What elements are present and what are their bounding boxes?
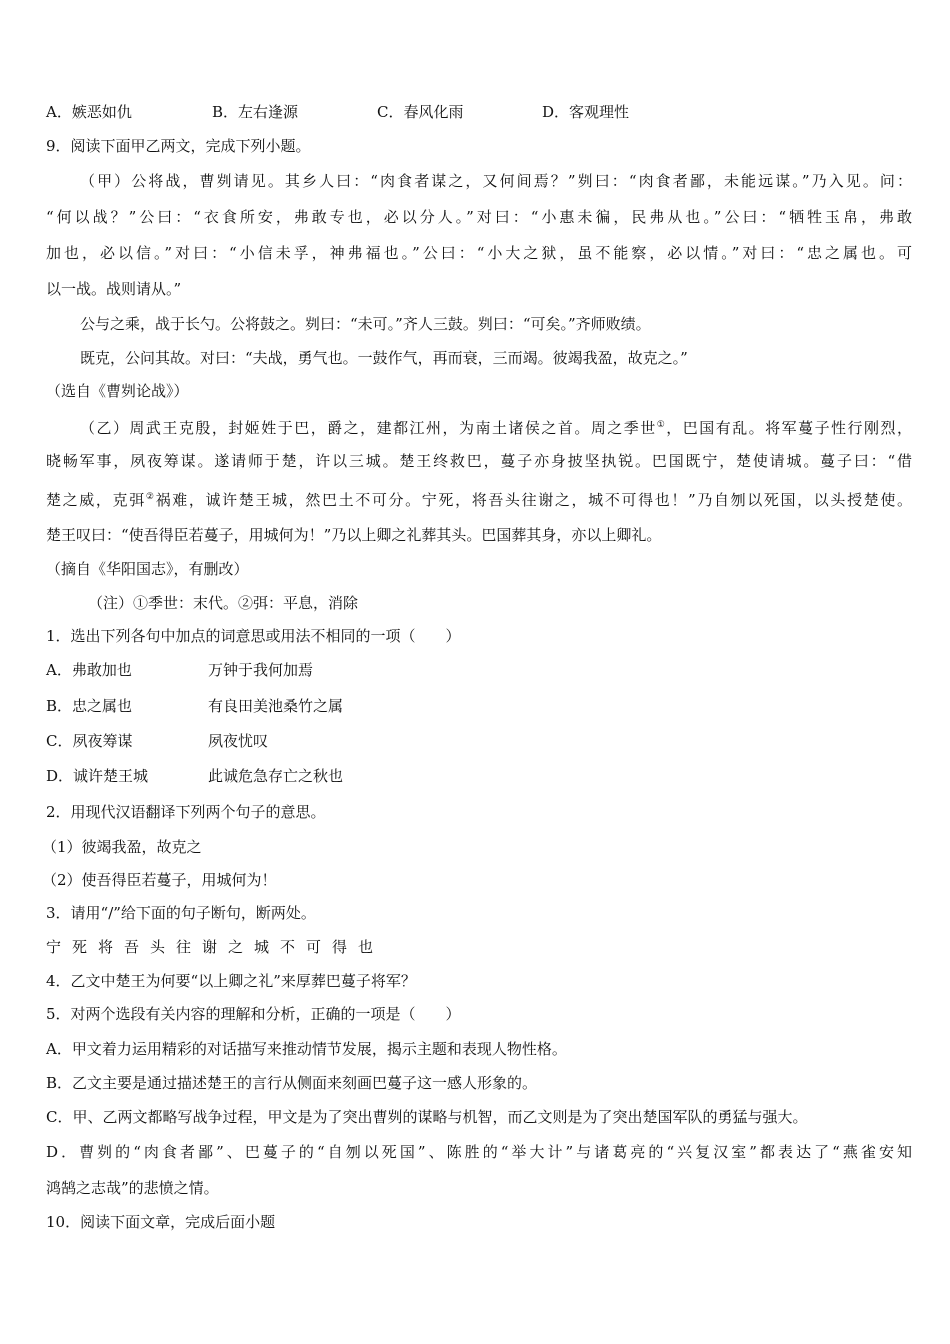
q5-option-b: B．乙文主要是通过描述楚王的言行从侧面来刻画巴蔓子这一感人形象的。 [46, 1074, 538, 1092]
passage-jia-source: （选自《曹刿论战》） [46, 382, 189, 400]
q3-title: 3．请用“/”给下面的句子断句，断两处。 [46, 904, 316, 922]
footnote-mark: ① [656, 420, 667, 430]
passage-yi-source: （摘自《华阳国志》，有删改） [46, 560, 249, 578]
text: （乙）周武王克殷，封姬姓于巴，爵之，建都江州，为南土诸侯之首。周之季世 [80, 419, 657, 437]
q2-item: （2）使吾得臣若蔓子，用城何为！ [42, 871, 277, 889]
footnote-mark: ② [145, 492, 156, 502]
q8-option-a: A．嫉恶如仇 [46, 103, 132, 121]
q1-option-a-compare: 万钟于我何加焉 [208, 661, 314, 679]
q4: 4．乙文中楚王为何要“以上卿之礼”来厚葬巴蔓子将军？ [46, 972, 416, 990]
q1-option-c: C．夙夜筹谋 [46, 732, 133, 750]
q1-option-b: B．忠之属也 [46, 697, 133, 715]
passage-yi-line: 楚王叹曰：“使吾得臣若蔓子，用城何为！”乃以上卿之礼葬其头。巴国葬其身，亦以上卿礼。 [46, 526, 662, 544]
q3-sentence: 宁死将吾头往谢之城不可得也 [46, 938, 385, 956]
q5-option-d-cont: 鸿鹄之志哉”的悲愤之情。 [46, 1179, 219, 1197]
passage-jia-line: 公与之乘，战于长勺。公将鼓之。刿曰：“未可。”齐人三鼓。刿曰：“可矣。”齐师败绩。 [80, 315, 651, 333]
q8-option-c: C．春风化雨 [377, 103, 464, 121]
q5-option-a: A．甲文着力运用精彩的对话描写来推动情节发展，揭示主题和表现人物性格。 [46, 1040, 567, 1058]
q2-item: （1）彼竭我盈，故克之 [42, 838, 202, 856]
q5-option-c: C．甲、乙两文都略写战争过程，甲文是为了突出曹刿的谋略与机智，而乙文则是为了突出楚国军队的勇猛与强大。 [46, 1108, 808, 1126]
q2-title: 2．用现代汉语翻译下列两个句子的意思。 [46, 803, 326, 821]
passage-yi-line [80, 415, 912, 438]
q1-option-d: D．诚许楚王城 [46, 767, 149, 785]
passage-jia-line: （甲）公将战，曹刿请见。其乡人曰：“肉食者谋之，又何间焉？”刿曰：“肉食者鄙，未能远谋。”乃入见。问： [80, 172, 912, 190]
q8-option-d: D．客观理性 [542, 103, 630, 121]
text: ，巴国有乱。将军蔓子性行刚烈， [666, 419, 912, 437]
passage-jia-line: “何以战？”公曰：“衣食所安，弗敢专也，必以分人。”对曰：“小惠未徧，民弗从也。”公曰：“牺牲玉帛，弗敢 [46, 208, 912, 226]
q8-option-b: B．左右逢源 [212, 103, 299, 121]
q10-title: 10．阅读下面文章，完成后面小题 [46, 1213, 276, 1231]
q1-option-d-compare: 此诚危急存亡之秋也 [208, 767, 344, 785]
passage-yi-line: 晓畅军事，夙夜筹谋。遂请师于楚，许以三城。楚王终救巴，蔓子亦身披坚执锐。巴国既宁，楚使请城。蔓子曰：“借 [46, 452, 912, 470]
q1-option-c-compare: 夙夜忧叹 [208, 732, 269, 750]
q1-option-a: A．弗敢加也 [46, 661, 132, 679]
passage-jia-line: 既克，公问其故。对曰：“夫战，勇气也。一鼓作气，再而衰，三而竭。彼竭我盈，故克之。” [80, 349, 688, 367]
text: 楚之威，克弭 [46, 491, 146, 509]
q1-option-b-compare: 有良田美池桑竹之属 [208, 697, 344, 715]
q5-title: 5．对两个选段有关内容的理解和分析，正确的一项是（ ） [46, 1005, 461, 1023]
text: 祸难，诚许楚王城，然巴土不可分。宁死，将吾头往谢之，城不可得也！”乃自刎以死国，以头授楚使。 [155, 491, 912, 509]
q5-option-d: D．曹刿的“肉食者鄙”、巴蔓子的“自刎以死国”、陈胜的“举大计”与诸葛亮的“兴复汉室”都表达了“燕雀安知 [46, 1143, 912, 1161]
q1-title: 1．选出下列各句中加点的词意思或用法不相同的一项（ ） [46, 627, 461, 645]
q9-title: 9．阅读下面甲乙两文，完成下列小题。 [46, 137, 311, 155]
passage-jia-line: 以一战。战则请从。” [46, 280, 182, 298]
footnote: （注）①季世：末代。②弭：平息，消除 [88, 594, 359, 612]
passage-yi-line [46, 487, 912, 510]
passage-jia-line: 加也，必以信。”对曰：“小信未孚，神弗福也。”公曰：“小大之狱，虽不能察，必以情。”对曰：“忠之属也。可 [46, 244, 912, 262]
